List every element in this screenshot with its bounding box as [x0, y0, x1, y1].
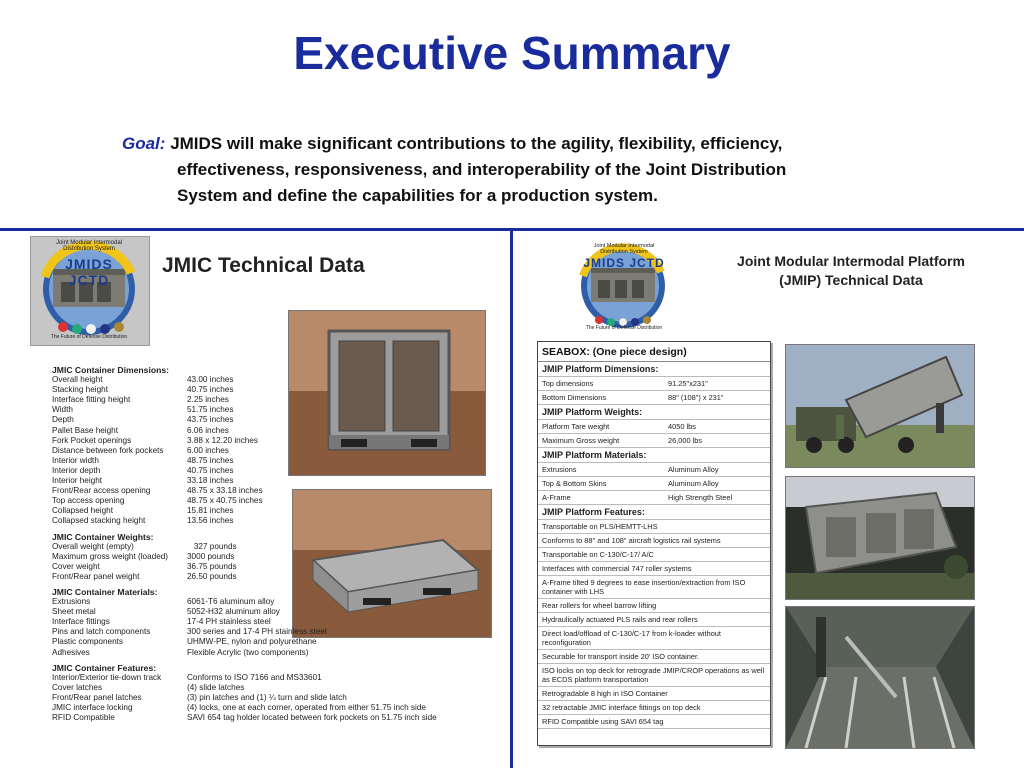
spec-row: Interface fittings 17-4 PH stainless steel	[52, 617, 271, 627]
jmip-heading-line-2: (JMIP) Technical Data	[779, 272, 923, 288]
seabox-row: Maximum Gross weight 26,000 lbs	[538, 434, 770, 448]
seabox-row: Extrusions Aluminum Alloy	[538, 463, 770, 477]
spec-row: Overall weight (empty) 327 pounds	[52, 541, 237, 551]
spec-row: Adhesives Flexible Acrylic (two components)	[52, 647, 309, 657]
spec-row: Maximum gross weight (loaded) 3000 pounds	[52, 551, 235, 561]
seabox-title: SEABOX: (One piece design)	[538, 342, 770, 362]
seabox-feature: Hydraulically actuated PLS rails and rear rollers	[538, 613, 770, 627]
spec-row: Pallet Base height 6.06 inches	[52, 425, 229, 435]
seabox-feature: Direct load/offload of C-130/C-17 from k-loader without reconfiguration	[538, 627, 770, 650]
spec-row: Distance between fork pockets 6.00 inches	[52, 445, 229, 455]
spec-row: Interior height 33.18 inches	[52, 476, 234, 486]
jmids-logo	[30, 236, 150, 346]
seabox-feature: Interfaces with commercial 747 roller systems	[538, 562, 770, 576]
logo-tagline: The Future of Defense Distribution	[50, 334, 128, 340]
seabox-row: A-Frame High Strength Steel	[538, 491, 770, 505]
page-title: Executive Summary	[293, 27, 731, 79]
logo-text-right: JMIDS JCTD	[583, 256, 665, 270]
seabox-feature: Conforms to 88" and 108" aircraft logistics rail systems	[538, 534, 770, 548]
logo-arc-text-right: Joint Modular Intermodal Distribution System	[593, 243, 655, 255]
spec-section-title: JMIC Container Materials:	[52, 586, 158, 597]
goal-line-2: effectiveness, responsiveness, and interoperability of the Joint Distribution	[177, 160, 787, 179]
goal-line-1: JMIDS will make significant contributions to the agility, flexibility, efficiency,	[170, 134, 783, 153]
spec-row: Front/Rear panel latches (3) pin latches and (1) ¼ turn and slide latch	[52, 692, 347, 702]
spec-row: Extrusions 6061-T6 aluminum alloy	[52, 597, 275, 607]
spec-row: Cover weight 36.75 pounds	[52, 561, 237, 571]
seabox-section-title: JMIP Platform Features:	[538, 505, 770, 520]
seabox-feature: Securable for transport inside 20' ISO container.	[538, 650, 770, 664]
seabox-section-title: JMIP Platform Dimensions:	[538, 362, 770, 377]
logo-text: JMIDS JCTD	[65, 256, 113, 288]
jmip-heading	[700, 252, 1002, 290]
goal-label: Goal:	[122, 134, 166, 153]
jmic-spec-list	[52, 365, 492, 723]
spec-row: Interior width 48.75 inches	[52, 455, 234, 465]
seabox-feature: Transportable on PLS/HEMTT-LHS	[538, 520, 770, 534]
spec-row: Plastic components UHMW-PE, nylon and polyurethane	[52, 637, 317, 647]
seabox-row: Platform Tare weight 4050 lbs	[538, 420, 770, 434]
jmip-loading-photo	[785, 476, 975, 600]
seabox-feature: ISO locks on top deck for retrograde JMIP/CROP operations as well as ECDS platform transportation	[538, 664, 770, 687]
jmip-truck-photo	[785, 344, 975, 468]
seabox-feature: Rear rollers for wheel barrow lifting	[538, 599, 770, 613]
seabox-section-title: JMIP Platform Materials:	[538, 448, 770, 463]
seabox-feature: A-Frame tilted 9 degrees to ease insertion/extraction from ISO container with LHS	[538, 576, 770, 599]
seabox-feature: RFID Compatible using SAVI 654 tag	[538, 715, 770, 729]
spec-row: RFID Compatible SAVI 654 tag holder located between fork pockets on 51.75 inch side	[52, 713, 437, 723]
spec-row: Collapsed stacking height 13.56 inches	[52, 516, 234, 526]
jmip-heading-line-1: Joint Modular Intermodal Platform	[737, 253, 965, 269]
spec-row: Pins and latch components 300 series and 17-4 PH stainless steel	[52, 627, 327, 637]
spec-row: Front/Rear panel weight 26.50 pounds	[52, 571, 237, 581]
spec-section-title: JMIC Container Features:	[52, 662, 157, 673]
logo-arc-text: Joint Modular Intermodal Distribution System	[55, 240, 123, 252]
jmip-aircraft-interior-photo	[785, 606, 975, 749]
jmic-heading: JMIC Technical Data	[162, 254, 365, 277]
spec-row: Cover latches (4) slide latches	[52, 682, 245, 692]
spec-row: Interior/Exterior tie-down track Conforms to ISO 7166 and MS33601	[52, 672, 322, 682]
spec-row: Front/Rear access opening 48.75 x 33.18 inches	[52, 486, 263, 496]
spec-row: JMIC interface locking (4) locks, one at each corner, operated from either 51.75 inch side	[52, 703, 426, 712]
spec-section-title: JMIC Container Weights:	[52, 531, 154, 542]
goal-statement	[122, 131, 922, 209]
seabox-section-title: JMIP Platform Weights:	[538, 405, 770, 420]
seabox-row: Top & Bottom Skins Aluminum Alloy	[538, 477, 770, 491]
seabox-row: Bottom Dimensions 88" (108") x 231"	[538, 391, 770, 405]
spec-row: Stacking height 40.75 inches	[52, 385, 234, 395]
seabox-row: Top dimensions 91.25"x231"	[538, 377, 770, 391]
seabox-feature: Retrogradable 8 high in ISO Container	[538, 687, 770, 701]
spec-row: Depth 43.75 inches	[52, 415, 234, 425]
spec-row: Top access opening 48.75 x 40.75 inches	[52, 496, 263, 506]
spec-row: Collapsed height 15.81 inches	[52, 506, 234, 516]
spec-row: Width 51.75 inches	[52, 405, 234, 415]
spec-row: Sheet metal 5052-H32 aluminum alloy	[52, 607, 280, 617]
seabox-spec-table	[537, 341, 771, 746]
spec-row: Overall height 43.00 inches	[52, 375, 234, 385]
spec-row: Interface fitting height 2.25 inches	[52, 395, 229, 405]
spec-row: Interior depth 40.75 inches	[52, 465, 234, 475]
spec-row: Fork Pocket openings 3.88 x 12.20 inches	[52, 435, 259, 445]
vertical-divider	[510, 230, 513, 768]
seabox-feature: Transportable on C-130/C-17/ A/C	[538, 548, 770, 562]
logo-tagline-right: The Future of Defense Distribution	[585, 325, 663, 331]
goal-line-3: System and define the capabilities for a production system.	[177, 186, 658, 205]
spec-section-title: JMIC Container Dimensions:	[52, 365, 169, 375]
seabox-feature: 32 retractable JMIC interface fittings on top deck	[538, 701, 770, 715]
